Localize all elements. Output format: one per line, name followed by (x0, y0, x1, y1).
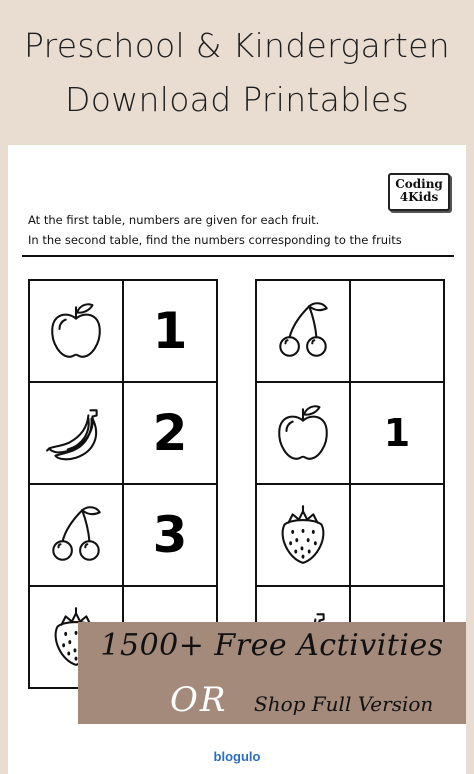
fruit-cell (256, 382, 350, 484)
banner-shop-link[interactable]: Shop Full Version (254, 692, 434, 716)
number-cell (123, 280, 217, 382)
logo-line-1: Coding (395, 177, 443, 191)
table-row (29, 280, 217, 382)
logo-line-2: 4Kids (399, 190, 439, 204)
headline-line-1: Preschool & Kindergarten (24, 26, 450, 65)
divider-line (22, 255, 454, 257)
number-cell (123, 484, 217, 586)
coding-4-kids-logo (388, 173, 450, 211)
fruit-cell (256, 280, 350, 382)
instruction-line-2: In the second table, find the numbers corresponding to the fruits (28, 233, 402, 247)
answer-cell (350, 280, 444, 382)
fruit-cell (29, 484, 123, 586)
fruit-cell (29, 280, 123, 382)
number-label: 3 (152, 506, 188, 564)
strawberry-icon (257, 502, 349, 568)
number-label: 2 (152, 404, 188, 462)
table-row (29, 382, 217, 484)
cherry-icon (257, 298, 349, 364)
table-row (29, 484, 217, 586)
brand-logo: blogulo (213, 749, 261, 764)
table-row (256, 382, 444, 484)
fruit-cell (256, 484, 350, 586)
promo-banner[interactable] (78, 622, 466, 724)
number-cell (123, 382, 217, 484)
headline-line-2: Download Printables (65, 80, 409, 119)
banner-or: OR (170, 680, 228, 720)
number-label: 1 (383, 411, 411, 455)
fruit-cell (29, 382, 123, 484)
apple-icon (257, 400, 349, 466)
cherry-icon (30, 502, 122, 568)
instruction-line-1: At the first table, numbers are given for each fruit. (28, 213, 320, 227)
number-label: 1 (152, 302, 188, 360)
answer-cell (350, 382, 444, 484)
banana-icon (30, 400, 122, 466)
apple-icon (30, 298, 122, 364)
banner-free-activities: 1500+ Free Activities (100, 628, 444, 663)
table-row (256, 484, 444, 586)
answer-cell (350, 484, 444, 586)
table-row (256, 280, 444, 382)
